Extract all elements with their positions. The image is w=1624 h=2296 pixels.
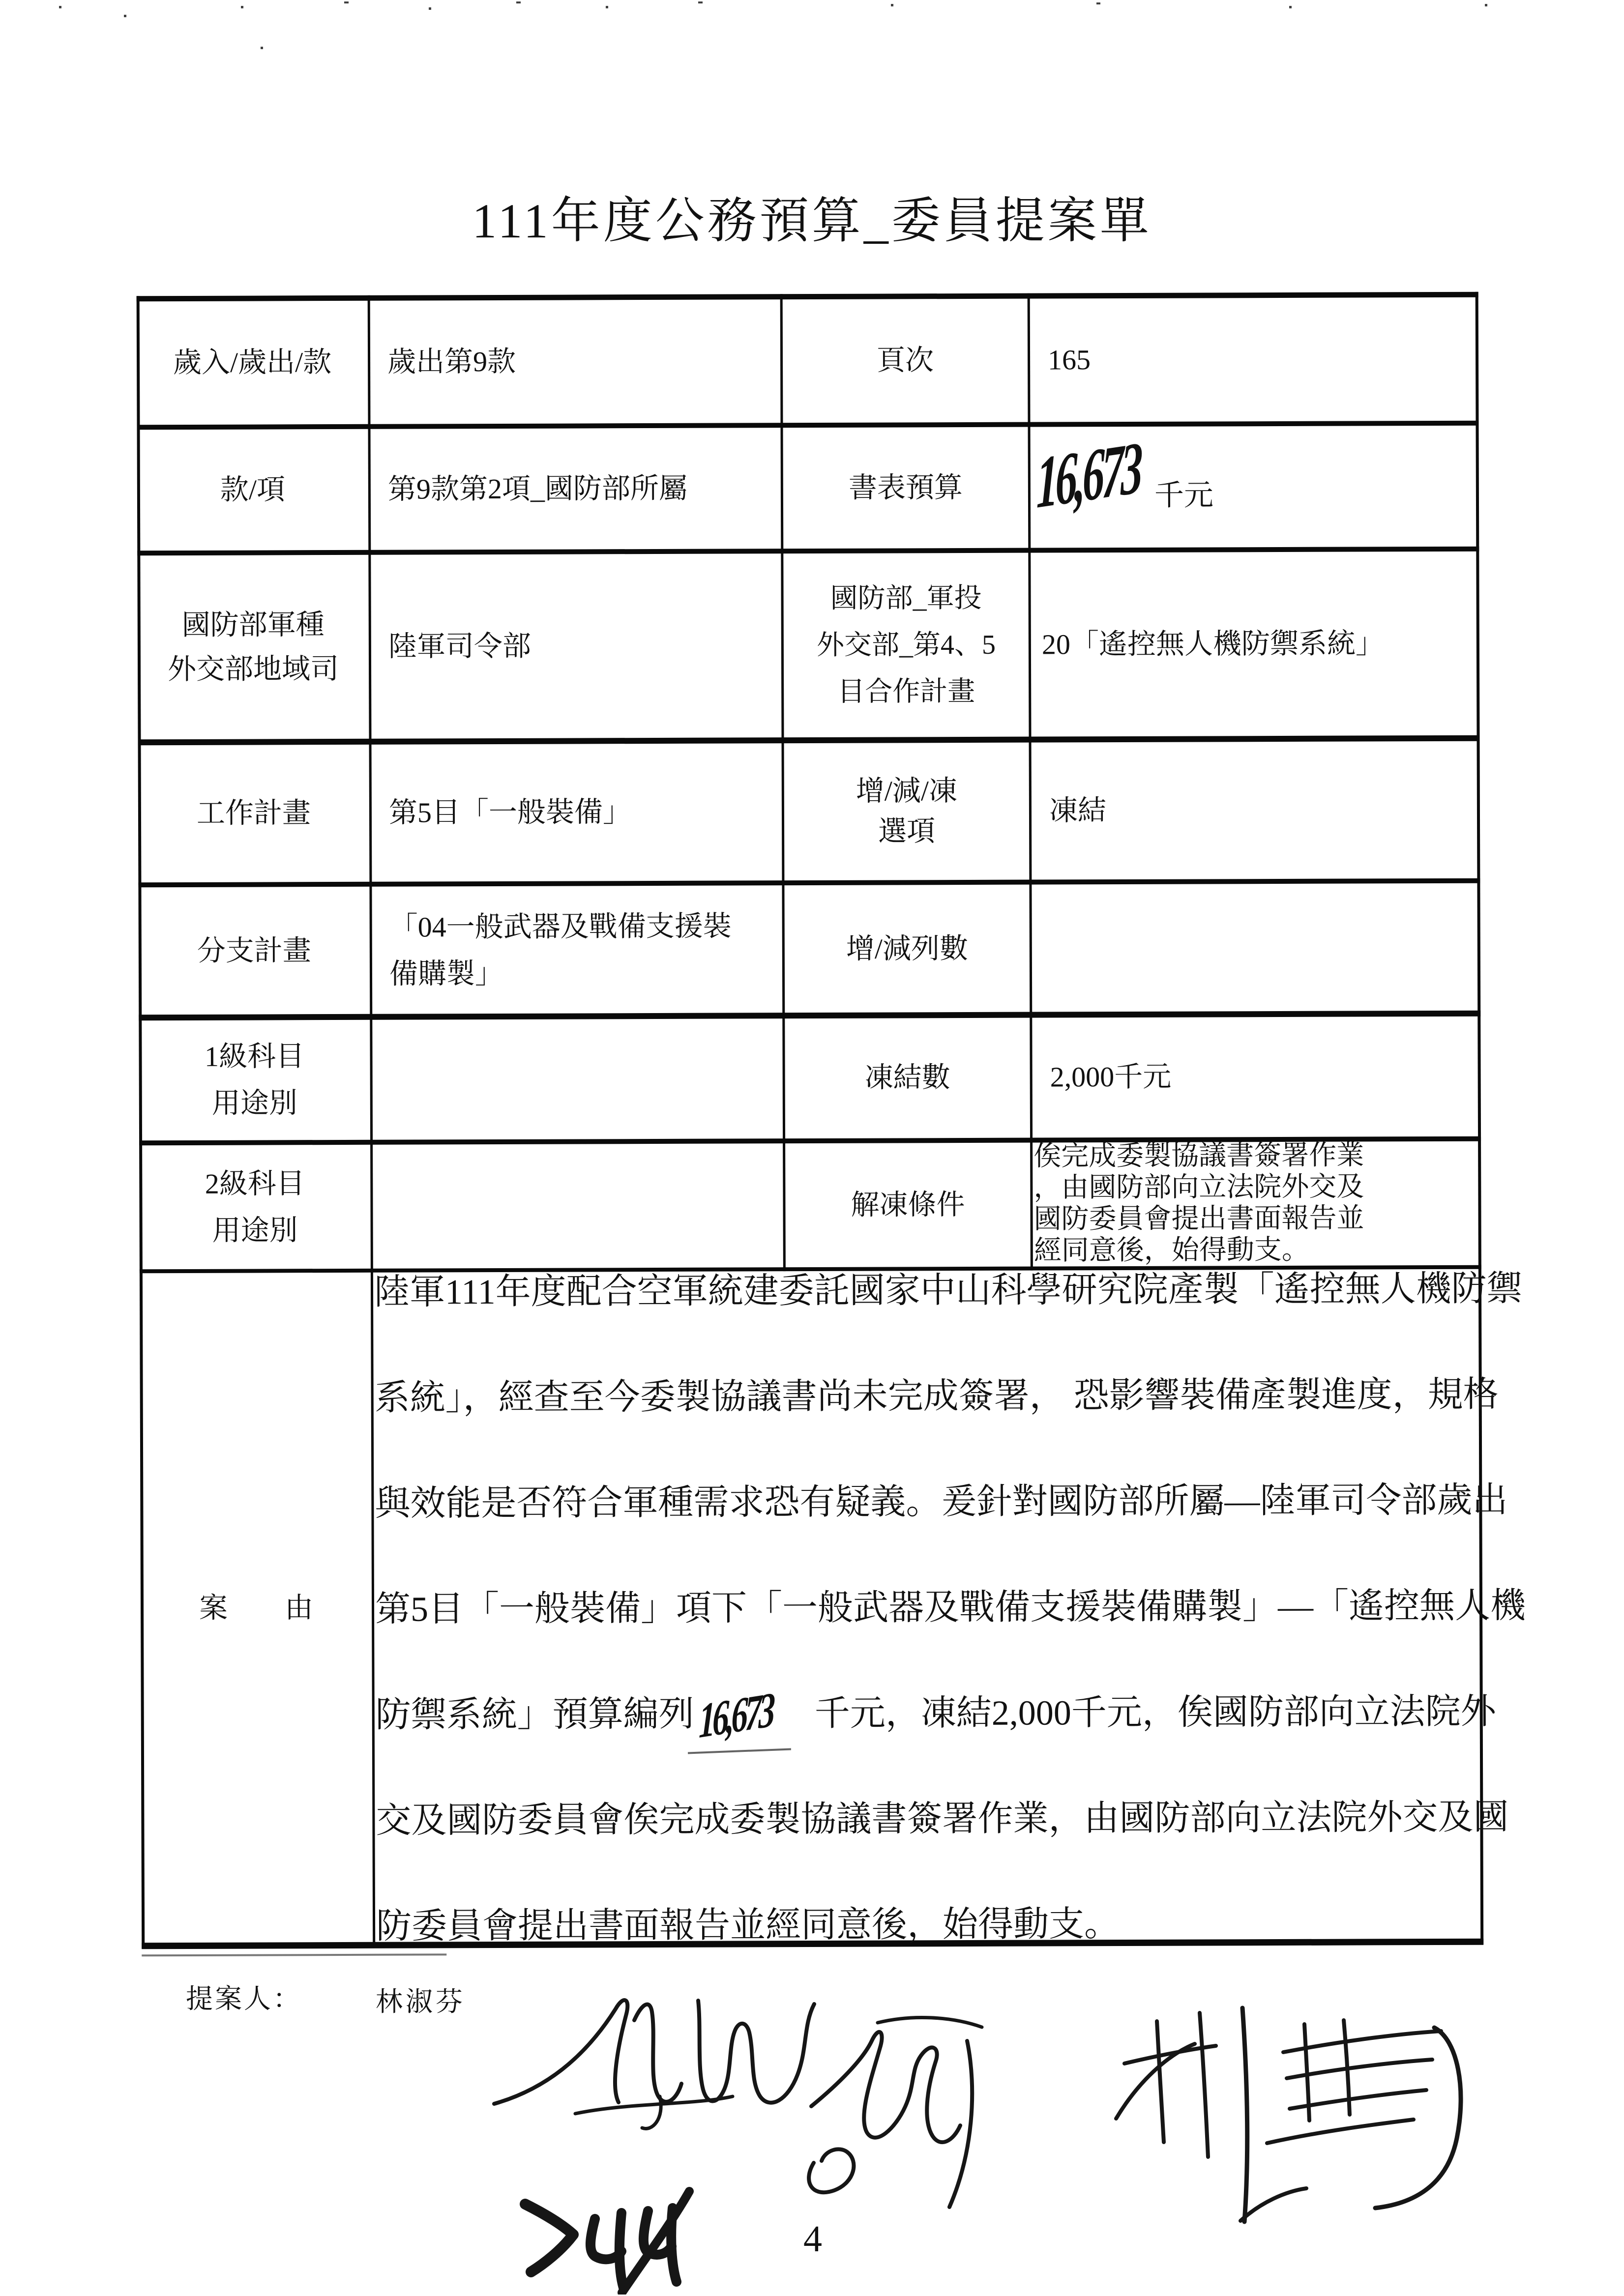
cell-row7-label: 2級科目 用途別 — [205, 1167, 305, 1247]
cell-row6-value2: 2,000千元 — [1050, 1060, 1172, 1093]
cell-row1-value2: 165 — [1047, 344, 1091, 376]
case-reason-line7: 防委員會提出書面報告並經同意後，始得動支。 — [376, 1904, 1120, 1946]
cell-row3-value2: 20「遙控無人機防禦系統」 — [1041, 627, 1385, 661]
cell-row6-value — [381, 1017, 779, 1140]
case-reason-line6: 交及國防委員會俟完成委製協議書簽署作業，由國防部向立法院外交及國 — [376, 1797, 1509, 1840]
cell-row7-value2-thaw-conditions: 俟完成委製協議書簽署作業 ，由國防部向立法院外交及 國防委員會提出書面報告並 經同意後，始得動支。 — [1033, 1140, 1364, 1266]
cell-case-reason-label: 案 由 — [199, 1592, 314, 1624]
proposer-name: 林淑芬 — [376, 1987, 466, 2017]
cell-row5-value: 「04一般武器及戰備支援裝 備購製」 — [389, 910, 732, 990]
cell-row6-label2: 凍結數 — [864, 1061, 950, 1094]
case-reason-line5-pre: 防禦系統」預算編列 — [375, 1694, 694, 1735]
cell-row7-label2: 解凍條件 — [851, 1189, 965, 1221]
cell-row4-value2: 凍結 — [1049, 794, 1107, 826]
cell-row6-label: 1級科目 用途別 — [204, 1040, 305, 1119]
handwritten-case-amount: 16,673 — [698, 1682, 773, 1749]
cell-row2-label2: 書表預算 — [848, 471, 963, 504]
case-reason-line2: 系統」，經查至今委製協議書尚未完成簽署， 恐影響裝備產製進度，規格 — [374, 1374, 1499, 1418]
cell-row2-value: 第9款第2項_國防部所屬 — [387, 472, 688, 505]
case-reason-line5 — [375, 1659, 1496, 1768]
case-reason-line3: 與效能是否符合軍種需求恐有疑義。爰針對國防部所屬—陸軍司令部歲出 — [375, 1480, 1508, 1523]
budget-unit-label: 千元 — [1154, 479, 1214, 512]
cell-row1-label2: 頁次 — [876, 344, 934, 377]
case-reason-line1: 陸軍111年度配合空軍統建委託國家中山科學研究院產製「遙控無人機防禦 — [374, 1269, 1522, 1312]
cell-row4-label2: 增/減/凍 選項 — [856, 774, 958, 847]
cell-row1-label: 歲入/歲出/款 — [173, 346, 332, 379]
cell-row5-label2: 增/減列數 — [846, 932, 969, 965]
proposer-label: 提案人： — [186, 1984, 302, 2014]
cell-row2-label: 款/項 — [220, 473, 286, 506]
cell-row4-value: 第5目「一般裝備」 — [388, 795, 632, 829]
case-reason-paragraph — [374, 1236, 1526, 1979]
case-reason-line4: 第5目「一般裝備」項下「一般武器及戰備支援裝備購製」—「遙控無人機 — [375, 1586, 1526, 1629]
cell-row5-value2 — [1040, 883, 1464, 1012]
cell-row3-value: 陸軍司令部 — [388, 630, 531, 663]
cell-row3-label: 國防部軍種 外交部地域司 — [167, 609, 339, 686]
cell-row5-label: 分支計畫 — [197, 934, 311, 967]
signature-cosigner-2-handwritten — [1094, 1991, 1502, 2244]
signature-cosigner-1-handwritten — [784, 2010, 1064, 2219]
cell-row3-label2: 國防部_軍投 外交部_第4、5 目合作計畫 — [816, 582, 996, 707]
cell-row4-label: 工作計畫 — [196, 796, 311, 829]
handwritten-bottom-mark — [516, 2182, 703, 2296]
document-title: 111年度公務預算_委員提案單 — [472, 194, 1152, 248]
cell-row1-value: 歲出第9款 — [387, 345, 516, 378]
page-number: 4 — [803, 2218, 822, 2260]
handwritten-budget-amount: 16,673 — [1036, 426, 1141, 524]
case-reason-line5-post: 千元，凍結2,000千元，俟國防部向立法院外 — [814, 1691, 1496, 1733]
